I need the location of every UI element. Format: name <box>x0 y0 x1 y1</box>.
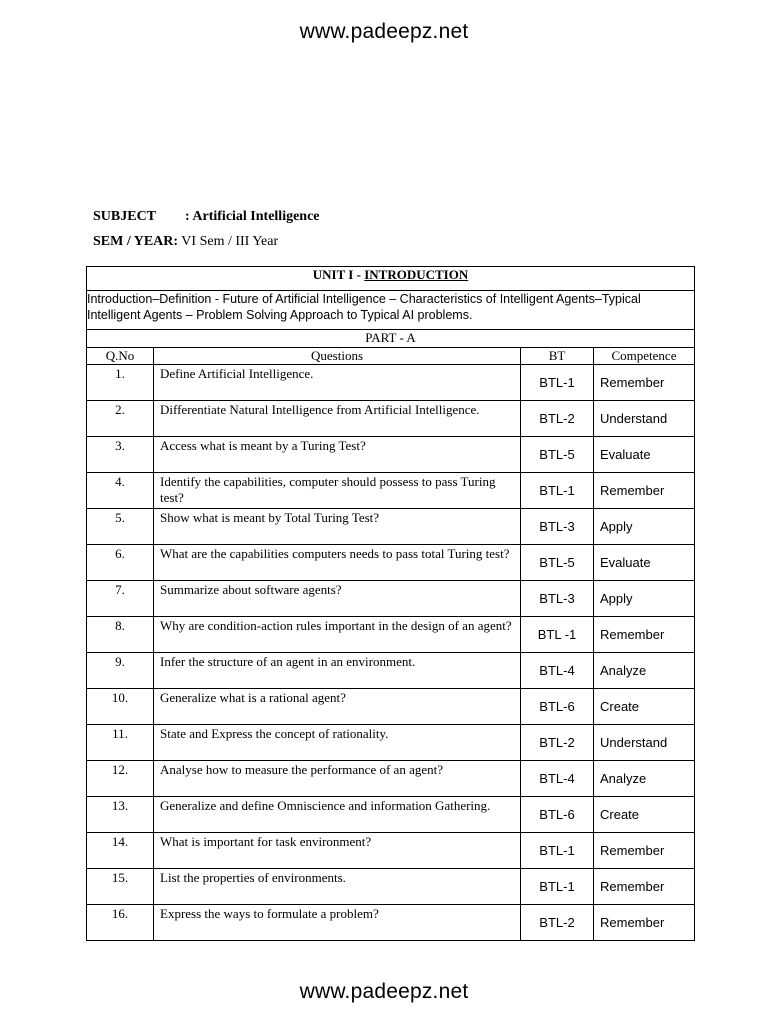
bt-level: BTL-2 <box>521 401 594 437</box>
competence: Understand <box>594 401 695 437</box>
question-row <box>87 581 695 617</box>
question-row <box>87 905 695 941</box>
question-text: Analyse how to measure the performance of an agent? <box>154 761 521 797</box>
sem-year-label: SEM / YEAR: <box>93 234 179 249</box>
sem-year-value: VI Sem / III Year <box>178 234 279 249</box>
competence: Remember <box>594 833 695 869</box>
question-number: 14. <box>87 833 154 869</box>
question-row <box>87 437 695 473</box>
competence: Remember <box>594 473 695 509</box>
question-text: Infer the structure of an agent in an environment. <box>154 653 521 689</box>
competence: Analyze <box>594 761 695 797</box>
question-text: Identify the capabilities, computer should possess to pass Turing test? <box>154 473 521 509</box>
question-row <box>87 401 695 437</box>
bt-level: BTL-4 <box>521 761 594 797</box>
question-text: Define Artificial Intelligence. <box>154 365 521 401</box>
question-row <box>87 797 695 833</box>
question-text: Generalize and define Omniscience and information Gathering. <box>154 797 521 833</box>
question-text: State and Express the concept of rationality. <box>154 725 521 761</box>
competence: Analyze <box>594 653 695 689</box>
question-text: What are the capabilities computers needs to pass total Turing test? <box>154 545 521 581</box>
subject-line <box>93 208 320 226</box>
bt-level: BTL-2 <box>521 905 594 941</box>
bt-level: BTL-3 <box>521 581 594 617</box>
site-header: www.padeepz.net <box>299 20 469 43</box>
bt-level: BTL-6 <box>521 689 594 725</box>
question-row <box>87 689 695 725</box>
question-row <box>87 653 695 689</box>
question-text: Generalize what is a rational agent? <box>154 689 521 725</box>
question-number: 16. <box>87 905 154 941</box>
unit-title-row <box>87 267 695 291</box>
column-header-row <box>87 348 695 365</box>
competence: Understand <box>594 725 695 761</box>
question-number: 5. <box>87 509 154 545</box>
competence: Apply <box>594 581 695 617</box>
question-number: 1. <box>87 365 154 401</box>
competence: Evaluate <box>594 437 695 473</box>
unit-title <box>87 267 695 291</box>
subject-label: SUBJECT <box>93 209 157 224</box>
sem-year-line <box>93 233 278 251</box>
bt-level: BTL-2 <box>521 725 594 761</box>
part-label: PART - A <box>87 330 695 348</box>
question-row <box>87 617 695 653</box>
question-row <box>87 545 695 581</box>
question-number: 4. <box>87 473 154 509</box>
question-number: 10. <box>87 689 154 725</box>
bt-level: BTL-3 <box>521 509 594 545</box>
question-number: 13. <box>87 797 154 833</box>
bt-level: BTL-1 <box>521 869 594 905</box>
question-row <box>87 473 695 509</box>
competence: Evaluate <box>594 545 695 581</box>
bt-header: BT <box>521 348 594 365</box>
question-text: Why are condition-action rules important in the design of an agent? <box>154 617 521 653</box>
unit-name: INTRODUCTION <box>364 267 469 282</box>
question-number: 9. <box>87 653 154 689</box>
question-row <box>87 725 695 761</box>
question-text: Access what is meant by a Turing Test? <box>154 437 521 473</box>
questions-header: Questions <box>154 348 521 365</box>
question-number: 15. <box>87 869 154 905</box>
question-text: List the properties of environments. <box>154 869 521 905</box>
question-text: Differentiate Natural Intelligence from Artificial Intelligence. <box>154 401 521 437</box>
bt-level: BTL-6 <box>521 797 594 833</box>
syllabus-row <box>87 291 695 330</box>
competence: Remember <box>594 365 695 401</box>
competence: Create <box>594 689 695 725</box>
question-text: Summarize about software agents? <box>154 581 521 617</box>
competence: Create <box>594 797 695 833</box>
part-row <box>87 330 695 348</box>
syllabus-text: Introduction–Definition - Future of Artificial Intelligence – Characteristics of Intelligent Agents–Typical Intelligent Agents – Problem Solving Approach to Typical AI problems. <box>87 291 695 330</box>
question-text: Express the ways to formulate a problem? <box>154 905 521 941</box>
question-number: 6. <box>87 545 154 581</box>
question-number: 11. <box>87 725 154 761</box>
question-table <box>86 266 695 941</box>
bt-level: BTL-5 <box>521 545 594 581</box>
question-row <box>87 761 695 797</box>
question-row <box>87 833 695 869</box>
bt-level: BTL-5 <box>521 437 594 473</box>
question-number: 8. <box>87 617 154 653</box>
bt-level: BTL-1 <box>521 473 594 509</box>
competence: Apply <box>594 509 695 545</box>
question-number: 2. <box>87 401 154 437</box>
competence: Remember <box>594 905 695 941</box>
bt-level: BTL-4 <box>521 653 594 689</box>
question-text: What is important for task environment? <box>154 833 521 869</box>
competence: Remember <box>594 869 695 905</box>
question-row <box>87 365 695 401</box>
site-footer: www.padeepz.net <box>299 980 469 1003</box>
bt-level: BTL-1 <box>521 833 594 869</box>
competence: Remember <box>594 617 695 653</box>
question-number: 12. <box>87 761 154 797</box>
subject-value: : Artificial Intelligence <box>185 209 320 224</box>
question-number: 7. <box>87 581 154 617</box>
competence-header: Competence <box>594 348 695 365</box>
question-row <box>87 509 695 545</box>
question-number: 3. <box>87 437 154 473</box>
unit-prefix: UNIT I - <box>312 267 365 282</box>
question-row <box>87 869 695 905</box>
bt-level: BTL-1 <box>521 365 594 401</box>
bt-level: BTL -1 <box>521 617 594 653</box>
question-text: Show what is meant by Total Turing Test? <box>154 509 521 545</box>
qno-header: Q.No <box>87 348 154 365</box>
